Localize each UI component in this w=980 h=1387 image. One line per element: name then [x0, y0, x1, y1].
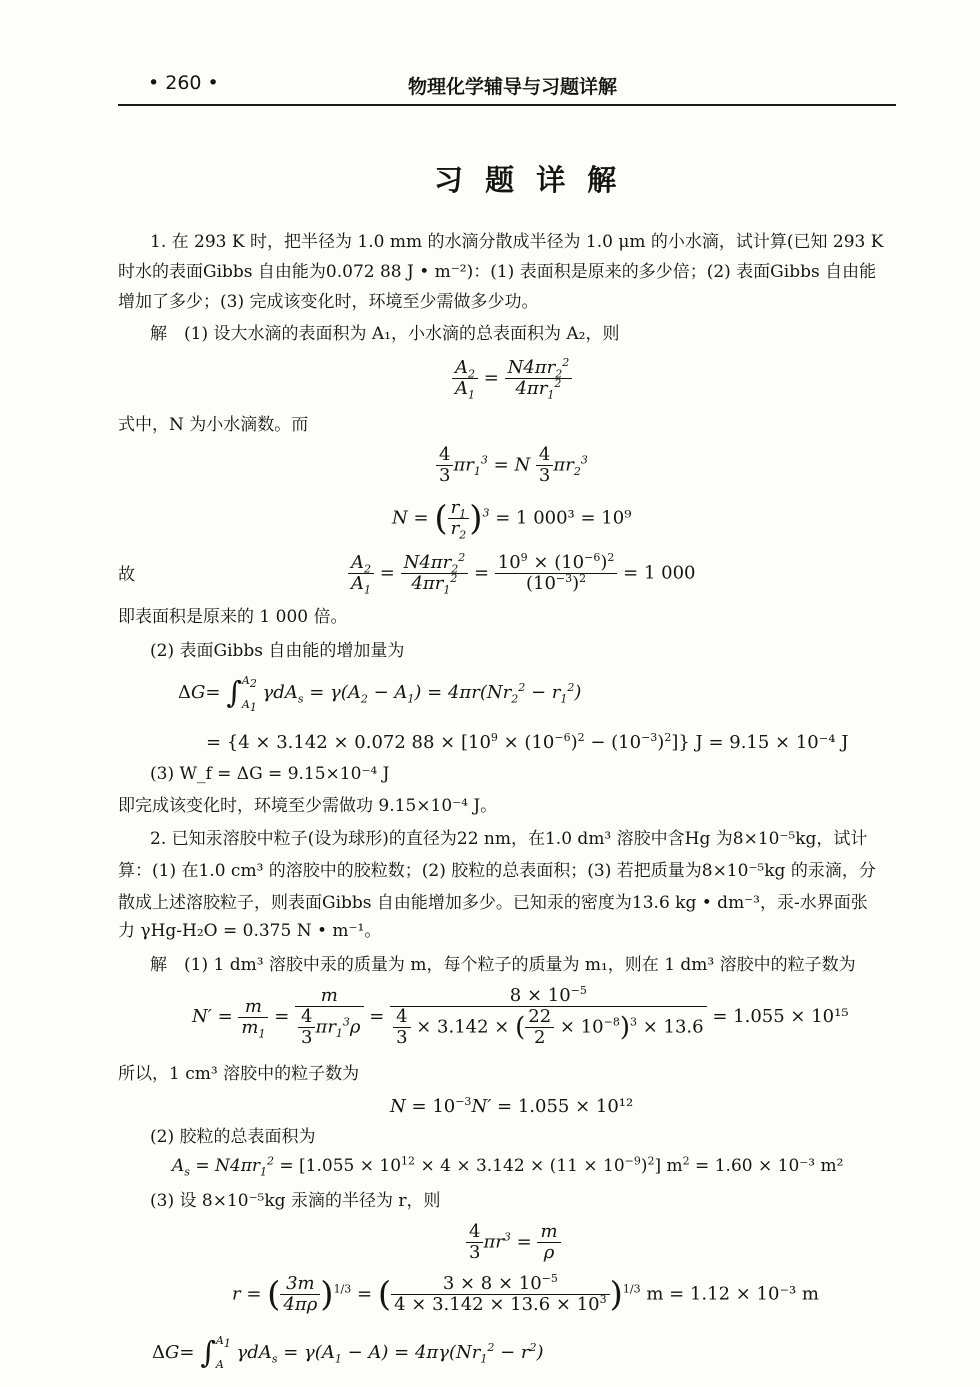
equation-Nprime: N′ = $\frac{m}{m_1}$ = m $\frac{4}{3}$ $\pi r_1^3\rho$ = $8 \times 10^{-5}$ $\frac{4}{3}$ × 3.142 × ( $\frac{22}{2}$ × $10^{-8})^3 \times 13.6$ = 1.055 × 10¹⁵	[192, 984, 849, 1048]
ratio-value: 1 000	[643, 562, 696, 584]
running-title: 物理化学辅导与习题详解	[408, 76, 618, 98]
problem2-line4: 力 γHg-H₂O = 0.375 N • m⁻¹。	[118, 921, 382, 941]
equation-N: N = ( $\frac{r_1}{r_2}$ )$^3$ = 1 000³ = 10⁹	[392, 497, 632, 542]
so-text: 所以，1 cm³ 溶胶中的粒子数为	[118, 1064, 360, 1084]
problem1-line1: 1. 在 293 K 时，把半径为 1.0 mm 的水滴分散成半径为 1.0 μm 的小水滴，试计算(已知 293 K	[150, 232, 884, 252]
equation-N2: $N = 10^{-3}N' = 1.055 \times 10^{12}$	[390, 1095, 634, 1117]
solution1-intro: 解 (1) 设大水滴的表面积为 A₁，小水滴的总表面积为 A₂，则	[150, 324, 620, 344]
equation-volume-r: $\frac{4}{3}$ $\pi r^3$ = $\frac{m}{\rho}$	[466, 1222, 561, 1263]
equation-area-ratio: $\frac{A_2}{A_1}$ = $\frac{N4\pi r_2^2}{4\pi r_1^2}$	[452, 358, 572, 399]
where-N-text: 式中，N 为小水滴数。而	[118, 415, 309, 435]
header-rule	[118, 104, 896, 106]
problem1-line3: 增加了多少；(3) 完成该变化时，环境至少需做多少功。	[118, 292, 539, 312]
r-value: 1.12 × 10⁻³ m	[689, 1283, 819, 1305]
problem2-line1: 2. 已知汞溶胶中粒子(设为球形)的直径为22 nm，在1.0 dm³ 溶胶中含Hg 为8×10⁻⁵kg，试计	[150, 829, 868, 849]
result1-text: 即表面积是原来的 1 000 倍。	[118, 607, 348, 627]
solution2-intro: 解 (1) 1 dm³ 溶胶中汞的质量为 m，每个粒子的质量为 m₁，则在 1 dm³ 溶胶中的粒子数为	[150, 955, 856, 975]
equation-dG-integral: ΔG= ∫ $A_2$ $A_1$ $\gamma dA_s = \gamma(A_2 - A_1) = 4\pi r(Nr_2^2 - r_1^2)$	[178, 674, 582, 715]
therefore-text: 故	[118, 565, 135, 585]
problem2-line2: 算：(1) 在1.0 cm³ 的溶胶中的胶粒数；(2) 胶粒的总表面积；(3) 若把质量为8×10⁻⁵kg 的汞滴，分	[118, 861, 876, 881]
equation-dG-numeric: = {4 × 3.142 × 0.072 $88 \times [10^9 \times (10^{-6})^2 - (10^{-3})^2]$} J = 9.15 × 10⁻⁴ J	[206, 731, 849, 753]
part3b-intro: (3) 设 8×10⁻⁵kg 汞滴的半径为 r，则	[150, 1191, 441, 1211]
n2-value: 1.055 × 10¹²	[517, 1096, 634, 1117]
as-value: 1.60 × 10⁻³ m²	[714, 1156, 844, 1176]
equation-r: r = ( $\frac{3m}{4\pi\rho}$ )$^{1/3}$ = ( $\frac{3 \times 8 \times 10^{-5}}{4 \times 3.142 \times 13.6 \times 10^3}$ )$^{1/3}$ m = 1.12 × 10⁻³ m	[232, 1272, 819, 1315]
equation-volume: $\frac{4}{3}$ $\pi r_1^3 = N$ $\frac{4}{3}$ $\pi r_2^3$	[436, 445, 588, 486]
equation-ratio-result: $\frac{A_2}{A_1}$ = $\frac{N4\pi r_2^2}{4\pi r_1^2}$ = $\frac{10^9 \times (10^{-6})^2}{(10^{-3})^2}$ = 1 000	[348, 553, 695, 594]
problem2-line3: 散成上述溶胶粒子，则表面Gibbs 自由能增加多少。已知汞的密度为13.6 kg • dm⁻³，汞-水界面张	[118, 893, 868, 913]
problem1-line2: 时水的表面Gibbs 自由能为0.072 88 J • m⁻²)：(1) 表面积是原来的多少倍；(2) 表面Gibbs 自由能	[118, 262, 877, 282]
section-title: 习 题 详 解	[434, 163, 623, 197]
page-number: • 260 •	[148, 72, 219, 94]
part2b-title: (2) 胶粒的总表面积为	[150, 1127, 316, 1147]
equation-As: $A_s = N4\pi r_1^2 = [1.055 \times 10^{12} \times 4 \times 3.142 \times (11 \times 10^{-9})^2] m^2 = 1.60 \times 10^{-3}$ m²	[172, 1154, 844, 1179]
nprime-value: 1.055 × 10¹⁵	[733, 1006, 849, 1027]
dG1-result-value: 9.15 × 10⁻⁴ J	[729, 732, 849, 753]
result3-text: 即完成该变化时，环境至少需做功 9.15×10⁻⁴ J。	[118, 796, 498, 816]
equation-dG2: ΔG= ∫ $A_1$ A $\gamma dA_s = \gamma(A_1 - A) = 4\pi\gamma(Nr_1^2 - r^2)$	[152, 1334, 544, 1371]
n-power-value: 1 000³ = 10⁹	[516, 507, 632, 529]
part3-text: (3) W_f = ΔG = 9.15×10⁻⁴ J	[150, 764, 390, 784]
part2-title: (2) 表面Gibbs 自由能的增加量为	[150, 641, 405, 661]
